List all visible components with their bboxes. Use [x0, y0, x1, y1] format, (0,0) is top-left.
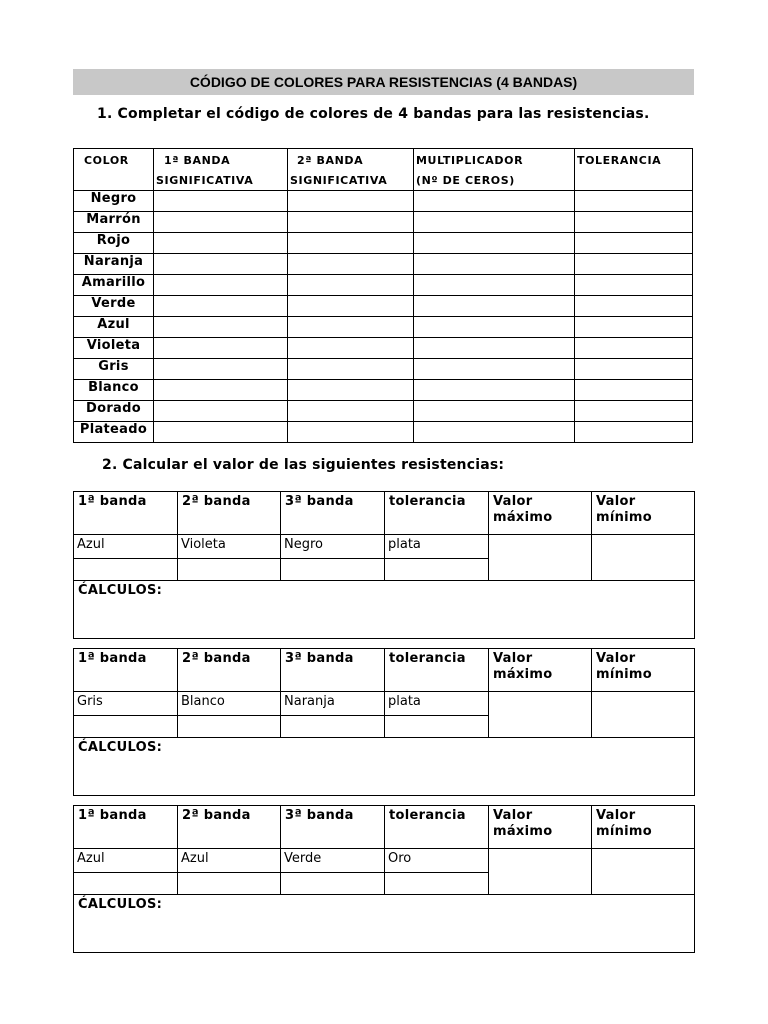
- header-band-1: 1ª banda: [74, 492, 178, 535]
- header-max-value: Valor máximo: [489, 806, 592, 849]
- blank-cell[interactable]: [178, 559, 281, 581]
- band-2-value: Blanco: [178, 692, 281, 716]
- cell-band-1[interactable]: [154, 422, 288, 443]
- band-3-value: Naranja: [281, 692, 385, 716]
- band-1-value: Azul: [74, 535, 178, 559]
- color-name: Naranja: [74, 254, 154, 275]
- color-name: Gris: [74, 359, 154, 380]
- header-color: COLOR: [74, 149, 154, 191]
- cell-band-1[interactable]: [154, 317, 288, 338]
- header-band-1: 1ª banda: [74, 649, 178, 692]
- cell-band-2[interactable]: [288, 401, 414, 422]
- blank-cell[interactable]: [281, 559, 385, 581]
- header-band-3: 3ª banda: [281, 492, 385, 535]
- cell-band-2[interactable]: [288, 212, 414, 233]
- cell-tolerance[interactable]: [575, 254, 693, 275]
- resistor-table-3: [73, 805, 695, 953]
- cell-multiplier[interactable]: [414, 191, 575, 212]
- cell-tolerance[interactable]: [575, 275, 693, 296]
- color-name: Verde: [74, 296, 154, 317]
- calculations-label: ĆALCULOS:: [78, 740, 163, 755]
- max-value-cell[interactable]: [489, 692, 592, 738]
- blank-cell[interactable]: [385, 716, 489, 738]
- cell-tolerance[interactable]: [575, 296, 693, 317]
- band-2-value: Violeta: [178, 535, 281, 559]
- calculations-area[interactable]: [74, 738, 695, 796]
- header-tolerance: TOLERANCIA: [575, 149, 693, 191]
- calculations-label: ĆALCULOS:: [78, 583, 163, 598]
- min-value-cell[interactable]: [592, 692, 695, 738]
- color-row: [74, 275, 693, 296]
- cell-tolerance[interactable]: [575, 317, 693, 338]
- color-table-header: [74, 149, 693, 191]
- color-name: Azul: [74, 317, 154, 338]
- header-max-value: Valor máximo: [489, 649, 592, 692]
- cell-band-2[interactable]: [288, 233, 414, 254]
- color-row: [74, 422, 693, 443]
- cell-band-2[interactable]: [288, 275, 414, 296]
- cell-tolerance[interactable]: [575, 338, 693, 359]
- calculations-area[interactable]: [74, 581, 695, 639]
- cell-band-1[interactable]: [154, 401, 288, 422]
- cell-multiplier[interactable]: [414, 254, 575, 275]
- header-multiplier: MULTIPLICADOR (Nº DE CEROS): [414, 149, 575, 191]
- cell-tolerance[interactable]: [575, 212, 693, 233]
- header-band-2: 2ª banda: [178, 649, 281, 692]
- color-name: Negro: [74, 191, 154, 212]
- blank-cell[interactable]: [178, 873, 281, 895]
- blank-cell[interactable]: [74, 559, 178, 581]
- cell-band-1[interactable]: [154, 380, 288, 401]
- band-1-value: Gris: [74, 692, 178, 716]
- band-2-value: Azul: [178, 849, 281, 873]
- cell-band-2[interactable]: [288, 317, 414, 338]
- color-row: [74, 212, 693, 233]
- tolerance-value: plata: [385, 692, 489, 716]
- cell-band-2[interactable]: [288, 359, 414, 380]
- resistor-table-2: [73, 648, 695, 796]
- cell-band-1[interactable]: [154, 233, 288, 254]
- header-band-3: 3ª banda: [281, 649, 385, 692]
- cell-multiplier[interactable]: [414, 359, 575, 380]
- color-name: Marrón: [74, 212, 154, 233]
- cell-multiplier[interactable]: [414, 422, 575, 443]
- color-name: Plateado: [74, 422, 154, 443]
- header-min-value: Valor mínimo: [592, 806, 695, 849]
- cell-tolerance[interactable]: [575, 422, 693, 443]
- instruction-1: 1. Completar el código de colores de 4 bandas para las resistencias.: [97, 106, 650, 122]
- blank-cell[interactable]: [74, 873, 178, 895]
- cell-multiplier[interactable]: [414, 275, 575, 296]
- color-name: Amarillo: [74, 275, 154, 296]
- min-value-cell[interactable]: [592, 535, 695, 581]
- cell-tolerance[interactable]: [575, 401, 693, 422]
- cell-band-1[interactable]: [154, 275, 288, 296]
- header-band-2: 2ª banda: [178, 492, 281, 535]
- color-row: [74, 296, 693, 317]
- cell-multiplier[interactable]: [414, 317, 575, 338]
- blank-cell[interactable]: [281, 873, 385, 895]
- header-band-2: 2ª BANDA SIGNIFICATIVA: [288, 149, 414, 191]
- cell-multiplier[interactable]: [414, 233, 575, 254]
- cell-multiplier[interactable]: [414, 212, 575, 233]
- cell-band-2[interactable]: [288, 191, 414, 212]
- header-band-1: 1ª banda: [74, 806, 178, 849]
- cell-band-2[interactable]: [288, 338, 414, 359]
- color-code-table: [73, 148, 693, 443]
- resistor-table-1: [73, 491, 695, 639]
- calculations-area[interactable]: [74, 895, 695, 953]
- header-max-value: Valor máximo: [489, 492, 592, 535]
- cell-band-2[interactable]: [288, 254, 414, 275]
- instruction-2: 2. Calcular el valor de las siguientes resistencias:: [102, 457, 505, 473]
- cell-band-2[interactable]: [288, 422, 414, 443]
- cell-band-1[interactable]: [154, 254, 288, 275]
- color-row: [74, 191, 693, 212]
- max-value-cell[interactable]: [489, 849, 592, 895]
- cell-tolerance[interactable]: [575, 191, 693, 212]
- cell-multiplier[interactable]: [414, 401, 575, 422]
- cell-tolerance[interactable]: [575, 233, 693, 254]
- cell-band-1[interactable]: [154, 212, 288, 233]
- color-row: [74, 359, 693, 380]
- header-tolerance: tolerancia: [385, 806, 489, 849]
- cell-tolerance[interactable]: [575, 380, 693, 401]
- color-name: Rojo: [74, 233, 154, 254]
- color-name: Dorado: [74, 401, 154, 422]
- calculations-label: ĆALCULOS:: [78, 897, 163, 912]
- color-row: [74, 338, 693, 359]
- cell-tolerance[interactable]: [575, 359, 693, 380]
- cell-band-1[interactable]: [154, 359, 288, 380]
- tolerance-value: plata: [385, 535, 489, 559]
- color-row: [74, 317, 693, 338]
- cell-multiplier[interactable]: [414, 380, 575, 401]
- band-3-value: Verde: [281, 849, 385, 873]
- cell-band-1[interactable]: [154, 338, 288, 359]
- color-row: [74, 233, 693, 254]
- header-band-3: 3ª banda: [281, 806, 385, 849]
- cell-band-2[interactable]: [288, 296, 414, 317]
- color-name: Blanco: [74, 380, 154, 401]
- header-band-1: 1ª BANDA SIGNIFICATIVA: [154, 149, 288, 191]
- blank-cell[interactable]: [74, 716, 178, 738]
- cell-band-2[interactable]: [288, 380, 414, 401]
- header-tolerance: tolerancia: [385, 492, 489, 535]
- color-name: Violeta: [74, 338, 154, 359]
- color-row: [74, 380, 693, 401]
- blank-cell[interactable]: [385, 559, 489, 581]
- cell-multiplier[interactable]: [414, 296, 575, 317]
- tolerance-value: Oro: [385, 849, 489, 873]
- blank-cell[interactable]: [385, 873, 489, 895]
- cell-band-1[interactable]: [154, 296, 288, 317]
- page-title: CÓDIGO DE COLORES PARA RESISTENCIAS (4 BANDAS): [73, 69, 694, 95]
- min-value-cell[interactable]: [592, 849, 695, 895]
- cell-multiplier[interactable]: [414, 338, 575, 359]
- header-min-value: Valor mínimo: [592, 649, 695, 692]
- header-min-value: Valor mínimo: [592, 492, 695, 535]
- max-value-cell[interactable]: [489, 535, 592, 581]
- band-3-value: Negro: [281, 535, 385, 559]
- cell-band-1[interactable]: [154, 191, 288, 212]
- color-row: [74, 401, 693, 422]
- band-1-value: Azul: [74, 849, 178, 873]
- color-row: [74, 254, 693, 275]
- header-band-2: 2ª banda: [178, 806, 281, 849]
- blank-cell[interactable]: [281, 716, 385, 738]
- blank-cell[interactable]: [178, 716, 281, 738]
- header-tolerance: tolerancia: [385, 649, 489, 692]
